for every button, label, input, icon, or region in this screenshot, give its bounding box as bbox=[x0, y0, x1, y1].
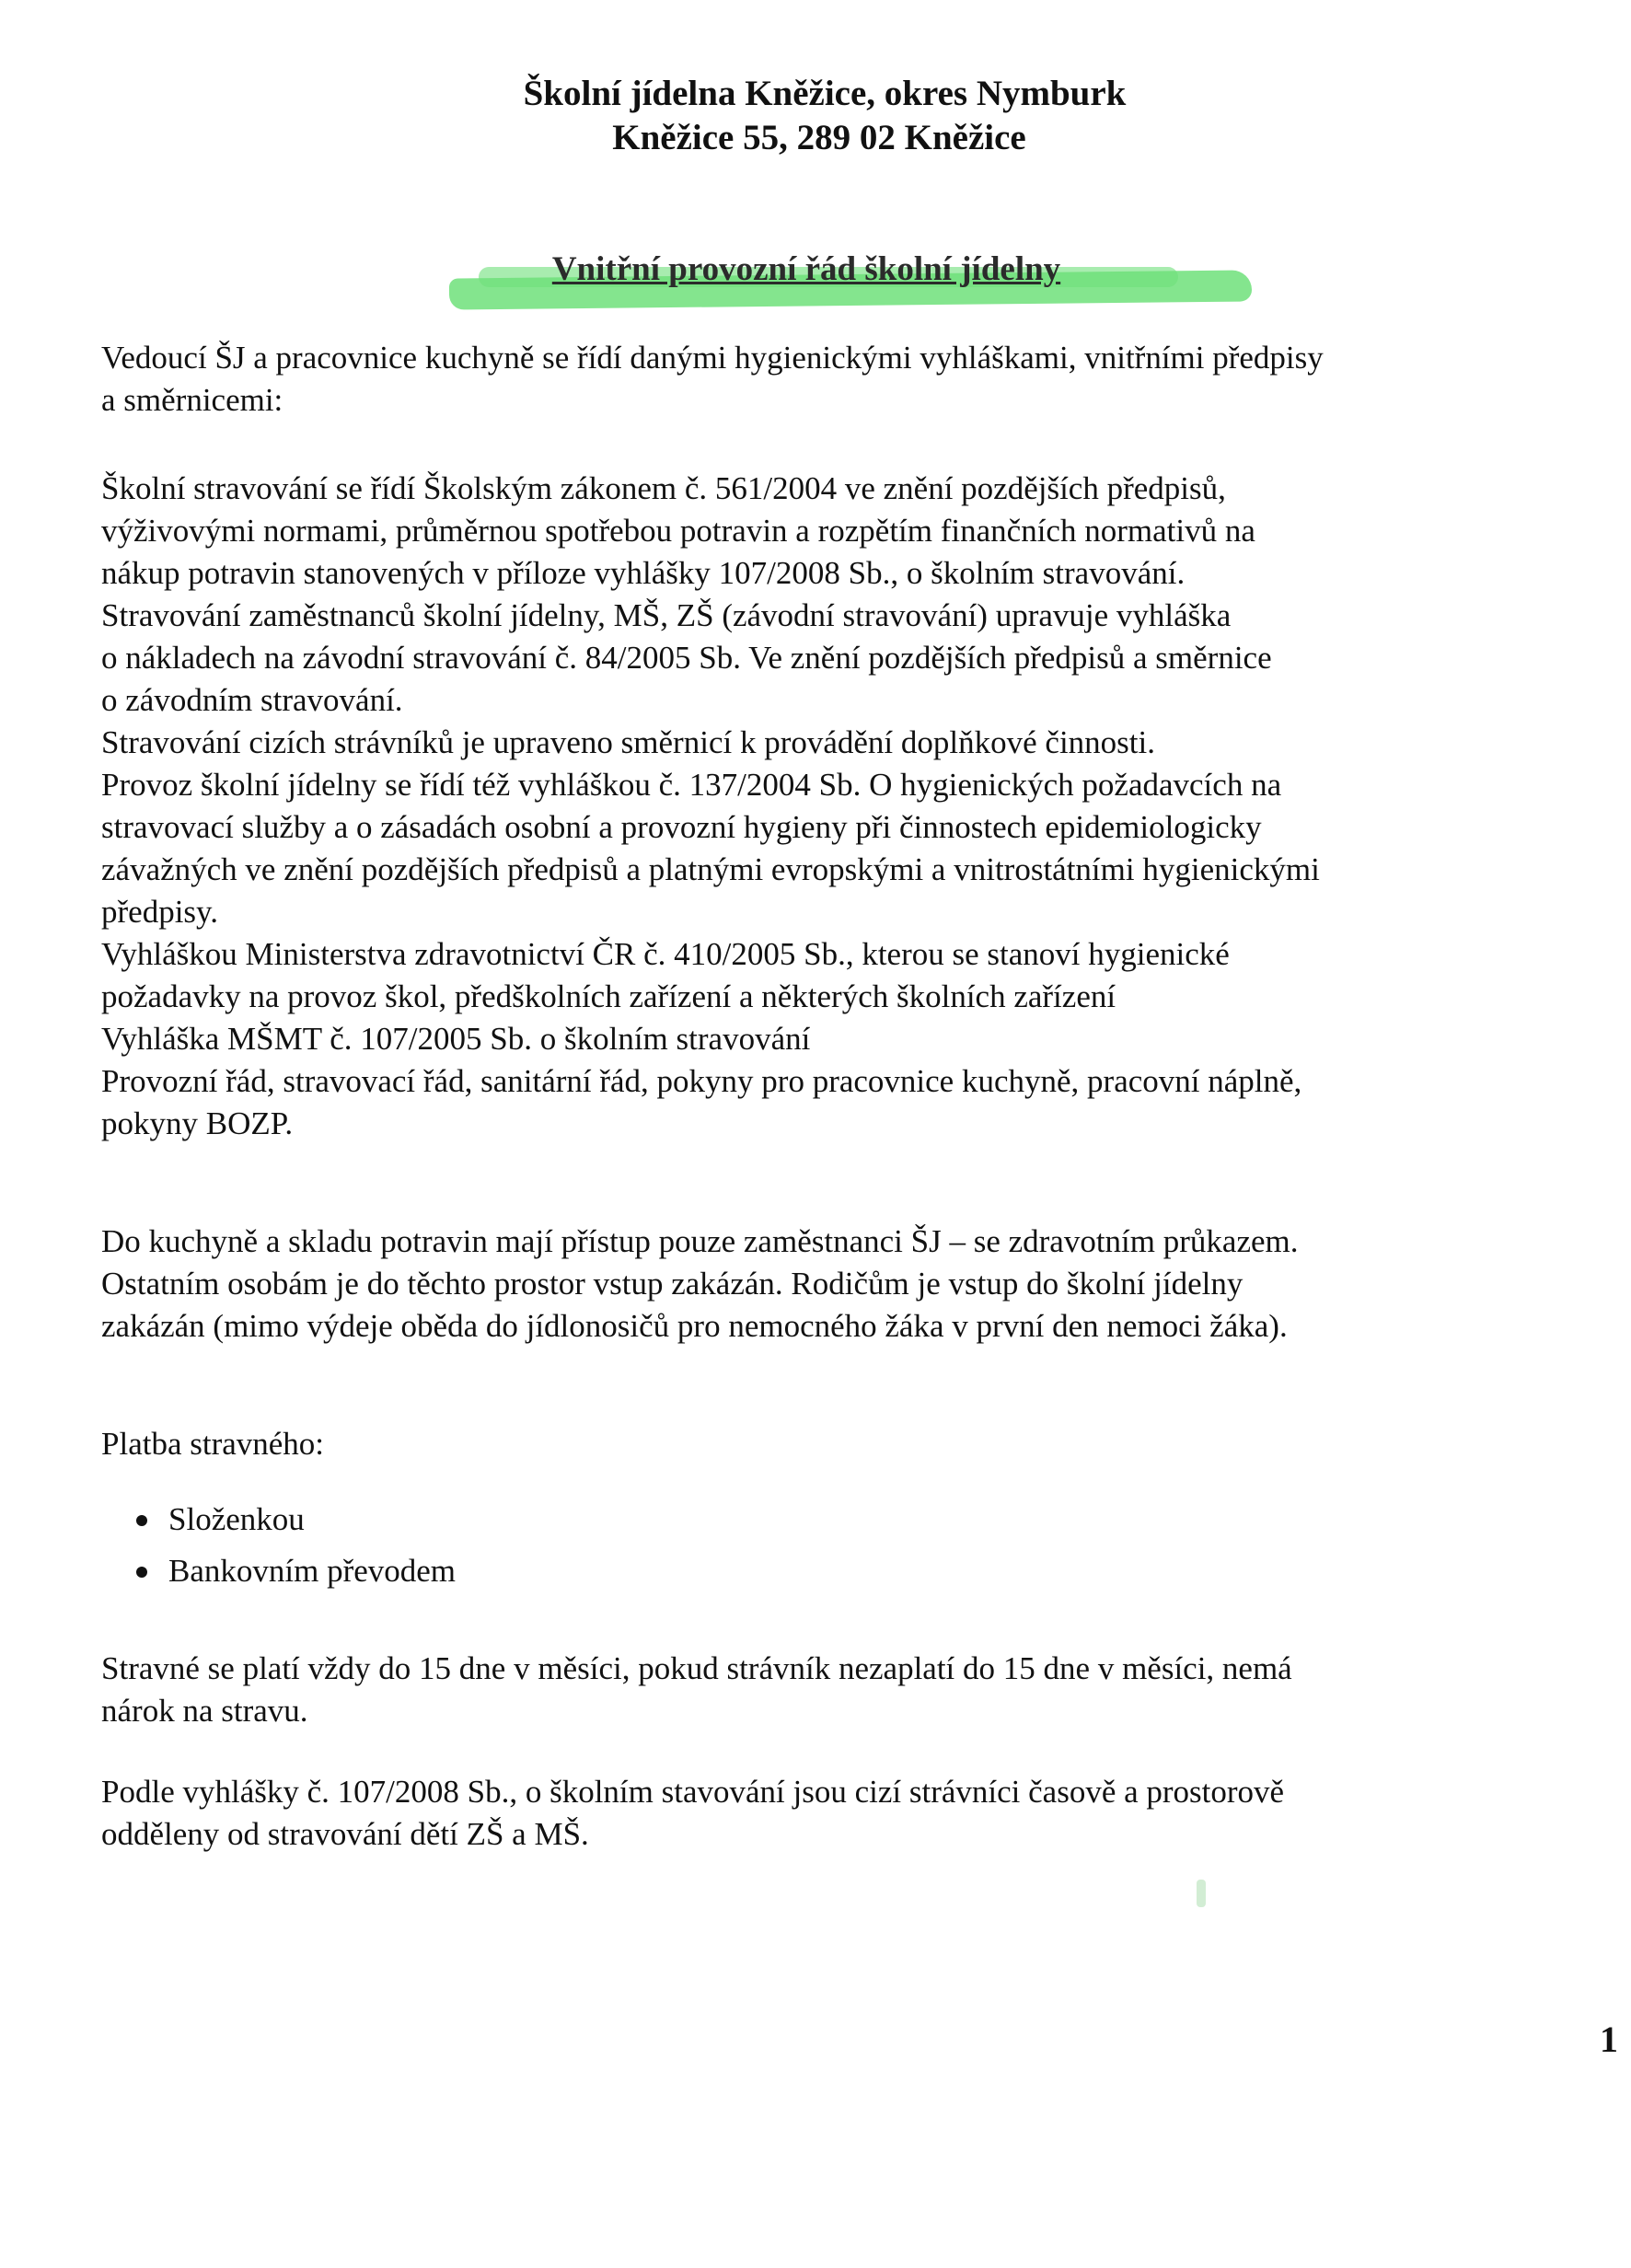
text-line: pokyny BOZP. bbox=[101, 1105, 294, 1141]
page-number: 1 bbox=[1600, 2019, 1618, 2060]
bullet-icon bbox=[136, 1567, 147, 1578]
text-line: stravovací služby a o zásadách osobní a provozní hygieny při činnostech epidemiologicky bbox=[101, 809, 1262, 845]
text-line: nárok na stravu. bbox=[101, 1693, 308, 1729]
text-line: a směrnicemi: bbox=[101, 382, 283, 418]
text-line: zakázán (mimo výdeje oběda do jídlonosičů pro nemocného žáka v první den nemoci žáka). bbox=[101, 1308, 1288, 1344]
text-line: Vyhláška MŠMT č. 107/2005 Sb. o školním stravování bbox=[101, 1021, 811, 1057]
text-line: Ostatním osobám je do těchto prostor vstup zakázán. Rodičům je vstup do školní jídelny bbox=[101, 1266, 1243, 1302]
text-line: o závodním stravování. bbox=[101, 682, 403, 718]
access-paragraph bbox=[101, 1221, 1537, 1348]
text-line: výživovými normami, průměrnou spotřebou potravin a rozpětím finančních normativů na bbox=[101, 513, 1255, 549]
payment-heading: Platba stravného: bbox=[101, 1426, 325, 1462]
text-line: předpisy. bbox=[101, 894, 219, 930]
document-title: Vnitřní provozní řád školní jídelny bbox=[551, 250, 1061, 288]
text-line: Stravné se platí vždy do 15 dne v měsíci, pokud strávník nezaplatí do 15 dne v měsíci, nemá bbox=[101, 1650, 1292, 1686]
text-line: Provozní řád, stravovací řád, sanitární řád, pokyny pro pracovnice kuchyně, pracovní náplně, bbox=[101, 1063, 1302, 1099]
text-line: Vyhláškou Ministerstva zdravotnictví ČR č. 410/2005 Sb., kterou se stanoví hygienické bbox=[101, 936, 1230, 972]
deadline-paragraph bbox=[101, 1648, 1537, 1732]
text-line: požadavky na provoz škol, předškolních zařízení a některých školních zařízení bbox=[101, 978, 1116, 1014]
text-line: odděleny od stravování dětí ZŠ a MŠ. bbox=[101, 1816, 589, 1852]
payment-item-label: Složenkou bbox=[168, 1501, 305, 1537]
intro-paragraph bbox=[101, 337, 1537, 422]
text-line: Stravování cizích strávníků je upraveno směrnicí k provádění doplňkové činnosti. bbox=[101, 724, 1155, 760]
separation-paragraph bbox=[101, 1771, 1537, 1856]
text-line: Stravování zaměstnanců školní jídelny, MŠ, ZŠ (závodní stravování) upravuje vyhláška bbox=[101, 597, 1232, 633]
text-line: závažných ve znění pozdějších předpisů a platnými evropskými a vnitrostátními hygienickými bbox=[101, 851, 1320, 887]
text-line: Školní stravování se řídí Školským zákonem č. 561/2004 ve znění pozdějších předpisů, bbox=[101, 470, 1226, 506]
text-line: Podle vyhlášky č. 107/2008 Sb., o školním stavování jsou cizí strávníci časově a prostorově bbox=[101, 1774, 1285, 1810]
rules-paragraph bbox=[101, 468, 1537, 1145]
payment-item-label: Bankovním převodem bbox=[168, 1553, 457, 1589]
scan-speck bbox=[1197, 1880, 1206, 1907]
header-school-name: Školní jídelna Kněžice, okres Nymburk bbox=[523, 74, 1127, 113]
payment-item bbox=[168, 1550, 456, 1592]
header-address: Kněžice 55, 289 02 Kněžice bbox=[612, 118, 1026, 157]
text-line: Provoz školní jídelny se řídí též vyhláškou č. 137/2004 Sb. O hygienických požadavcích na bbox=[101, 767, 1282, 803]
text-line: Do kuchyně a skladu potravin mají přístup pouze zaměstnanci ŠJ – se zdravotním průkazem. bbox=[101, 1223, 1299, 1259]
text-line: o nákladech na závodní stravování č. 84/2005 Sb. Ve znění pozdějších předpisů a směrnice bbox=[101, 640, 1272, 676]
text-line: Vedoucí ŠJ a pracovnice kuchyně se řídí danými hygienickými vyhláškami, vnitřními předpisy bbox=[101, 340, 1324, 376]
bullet-icon bbox=[136, 1515, 147, 1526]
payment-item bbox=[168, 1498, 305, 1541]
text-line: nákup potravin stanovených v příloze vyhlášky 107/2008 Sb., o školním stravování. bbox=[101, 555, 1186, 591]
